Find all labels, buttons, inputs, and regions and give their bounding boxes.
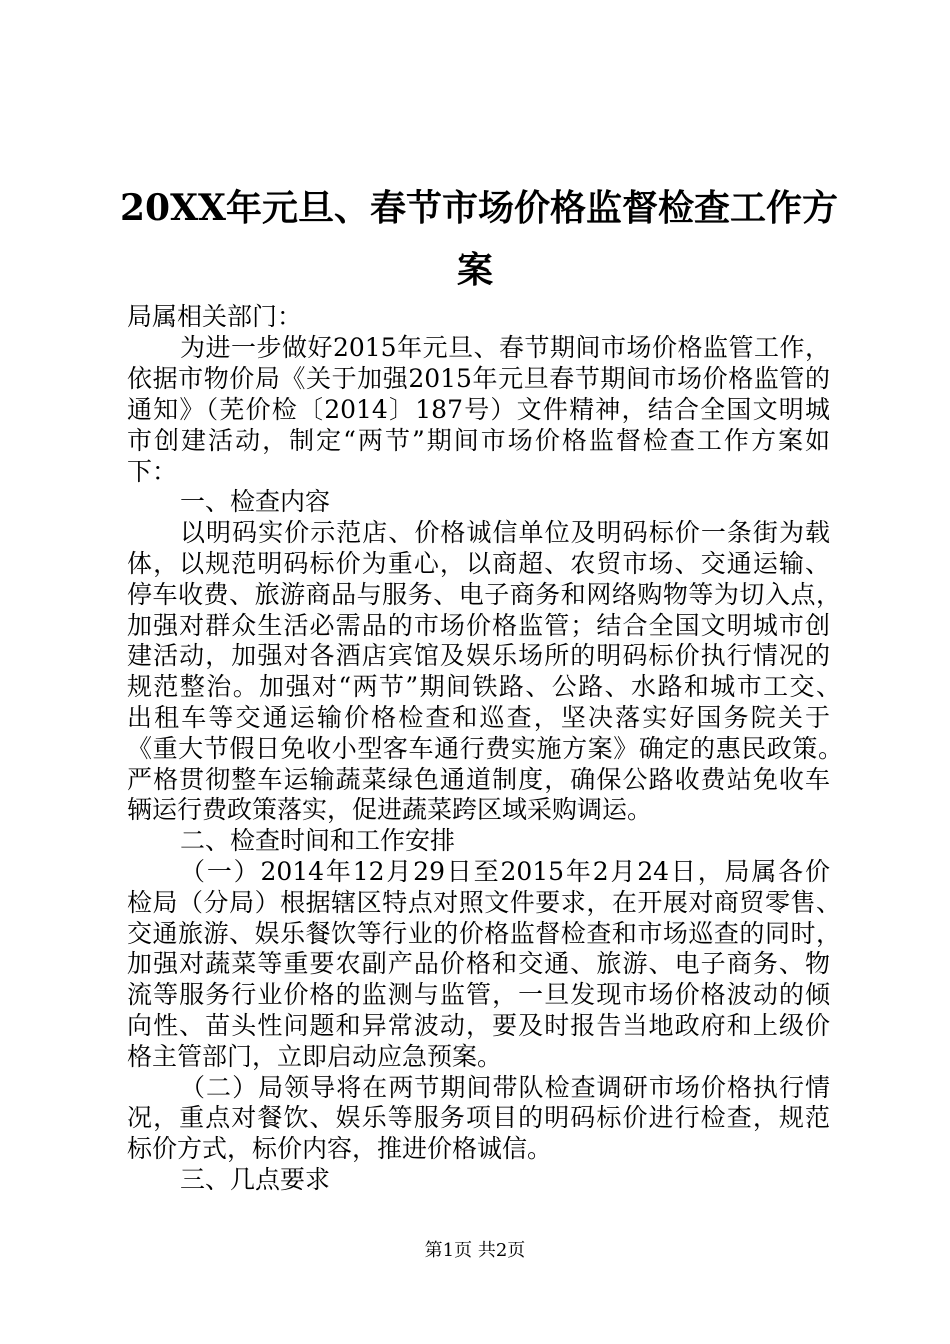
body-line: 体，以规范明码标价为重心，以商超、农贸市场、交通运输、: [127, 549, 830, 578]
document-title-line-1: 20XX年元旦、春节市场价格监督检查工作方: [120, 187, 838, 229]
body-line: 严格贯彻整车运输蔬菜绿色通道制度，确保公路收费站免收车: [127, 765, 830, 794]
body-line: 规范整治。加强对“两节”期间铁路、公路、水路和城市工交、: [127, 672, 841, 701]
section-heading: 三、几点要求: [180, 1165, 331, 1194]
body-line: 加强对群众生活必需品的市场价格监管；结合全国文明城市创: [127, 611, 830, 640]
intro-line: 通知》（芜价检〔2014〕187号）文件精神，结合全国文明城: [127, 395, 830, 424]
body-line: （二）局领导将在两节期间带队检查调研市场价格执行情: [180, 1073, 830, 1102]
section-heading: 二、检查时间和工作安排: [180, 826, 456, 855]
body-line: 况，重点对餐饮、娱乐等服务项目的明码标价进行检查，规范: [127, 1103, 830, 1132]
intro-line: 为进一步做好2015年元旦、春节期间市场价格监管工作，: [180, 333, 830, 362]
salutation: 局属相关部门：: [127, 302, 303, 331]
body-line: 辆运行费政策落实，促进蔬菜跨区域采购调运。: [127, 795, 653, 824]
body-line: 加强对蔬菜等重要农副产品价格和交通、旅游、电子商务、物: [127, 949, 830, 978]
body-line: 流等服务行业价格的监测与监管，一旦发现市场价格波动的倾: [127, 980, 830, 1009]
intro-line: 市创建活动，制定“两节”期间市场价格监督检查工作方案如: [127, 426, 830, 455]
intro-line: 依据市物价局《关于加强2015年元旦春节期间市场价格监管的: [127, 364, 830, 393]
body-line: 格主管部门，立即启动应急预案。: [127, 1042, 503, 1071]
body-line: 检局（分局）根据辖区特点对照文件要求，在开展对商贸零售、: [127, 888, 841, 917]
page-number-footer: 第1页 共2页: [424, 1240, 526, 1261]
body-line: 向性、苗头性问题和异常波动，要及时报告当地政府和上级价: [127, 1011, 830, 1040]
body-line: 以明码实价示范店、价格诚信单位及明码标价一条街为载: [180, 518, 830, 547]
document-title-line-2: 案: [456, 249, 493, 291]
body-line: 停车收费、旅游商品与服务、电子商务和网络购物等为切入点，: [127, 580, 841, 609]
section-heading: 一、检查内容: [180, 487, 331, 516]
body-line: 《重大节假日免收小型客车通行费实施方案》确定的惠民政策。: [127, 734, 843, 763]
body-line: 出租车等交通运输价格检查和巡查，坚决落实好国务院关于: [127, 703, 830, 732]
intro-line: 下：: [127, 457, 178, 486]
body-line: 交通旅游、娱乐餐饮等行业的价格监督检查和市场巡查的同时，: [127, 919, 841, 948]
body-line: 标价方式，标价内容，推进价格诚信。: [127, 1134, 553, 1163]
body-line: （一）2014年12月29日至2015年2月24日，局属各价: [180, 857, 830, 886]
body-line: 建活动，加强对各酒店宾馆及娱乐场所的明码标价执行情况的: [127, 641, 830, 670]
